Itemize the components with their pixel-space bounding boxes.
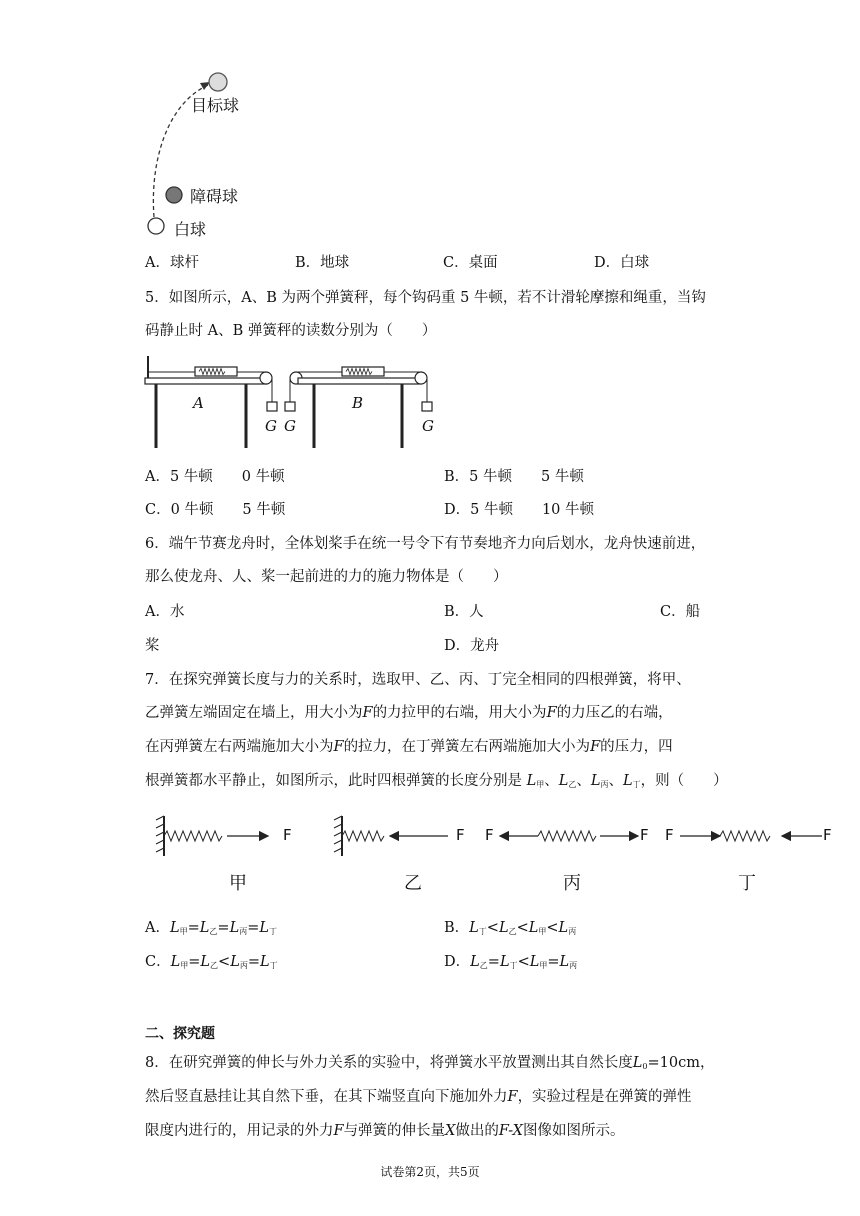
q5-option-d: D．5 牛顿 10 牛顿 xyxy=(444,502,595,518)
q7-stem-line2: 乙弹簧左端固定在墙上，用大小为F的力拉甲的右端，用大小为F的力压乙的右端， xyxy=(145,705,673,721)
q6-option-a: A．水 xyxy=(145,604,185,620)
fig-label-g1: G xyxy=(265,417,277,435)
q5-stem-line2: 码静止时 A、B 弹簧秤的读数分别为（ ） xyxy=(145,323,437,339)
q7-stem-line3: 在丙弹簧左右两端施加大小为F的拉力，在丁弹簧左右两端施加大小为F的压力，四 xyxy=(145,739,673,755)
spring-ding-force-right-label: F xyxy=(823,826,832,844)
spring-ding xyxy=(680,831,822,841)
spring-yi-force-label: F xyxy=(456,826,465,844)
white-ball-label: 白球 xyxy=(174,220,207,239)
spring-jia-label: 甲 xyxy=(229,873,247,894)
q4-option-c: C．桌面 xyxy=(443,255,498,271)
q8-stem-line1: 8．在研究弹簧的伸长与外力关系的实验中，将弹簧水平放置测出其自然长度$L_0=10cm$， xyxy=(145,1055,715,1071)
q8-stem-line2: 然后竖直悬挂让其自然下垂，在其下端竖直向下施加外力F，实验过程是在弹簧的弹性 xyxy=(145,1089,692,1105)
q7-option-a: A．$L_甲=L_乙=L_丙=L_丁$ xyxy=(145,920,278,936)
q7-option-c: C．$L_甲=L_乙<L_丙=L_丁$ xyxy=(145,954,278,970)
q4-option-d: D．白球 xyxy=(594,255,650,271)
q7-stem-line4: 根弹簧都水平静止，如图所示，此时四根弹簧的长度分别是 $L_甲$、$L_乙$、$L_丙$、$L_丁$，则（ ） xyxy=(145,773,728,789)
q4-option-b: B．地球 xyxy=(295,255,350,271)
spring-scale-figure xyxy=(140,352,450,452)
spring-jia xyxy=(156,816,268,856)
spring-yi-label: 乙 xyxy=(404,873,422,894)
spring-ding-force-left-label: F xyxy=(665,826,674,844)
spring-jia-force-label: F xyxy=(283,826,292,844)
page-footer: 试卷第2页，共5页 xyxy=(380,1165,480,1179)
q5-option-c: C．0 牛顿 5 牛顿 xyxy=(145,502,286,518)
obstacle-ball-label: 障碍球 xyxy=(190,187,239,206)
q6-option-d: D．龙舟 xyxy=(444,638,500,654)
q6-option-c-cont: 桨 xyxy=(145,638,160,654)
pulley-a xyxy=(260,372,272,384)
obstacle-ball xyxy=(166,187,182,203)
q6-stem-line1: 6．端午节赛龙舟时，全体划桨手在统一号令下有节奏地齐力向后划水，龙舟快速前进， xyxy=(145,536,706,552)
white-ball xyxy=(148,218,164,234)
weight-a xyxy=(267,402,277,411)
fig-label-a: A xyxy=(193,394,204,412)
four-springs-figure xyxy=(150,812,840,862)
fig-label-g3: G xyxy=(422,417,434,435)
target-ball-label: 目标球 xyxy=(191,96,240,115)
q4-option-a: A．球杆 xyxy=(145,255,199,271)
q5-option-b: B．5 牛顿 5 牛顿 xyxy=(444,469,584,485)
table-a xyxy=(145,356,277,448)
q6-stem-line2: 那么使龙舟、人、桨一起前进的力的施力物体是（ ） xyxy=(145,569,508,585)
q8-stem-line3: 限度内进行的，用记录的外力F与弹簧的伸长量X做出的F-X图像如图所示。 xyxy=(145,1123,625,1139)
fig-label-b: B xyxy=(352,394,364,412)
weight-b-left xyxy=(285,402,295,411)
fig-label-g2: G xyxy=(284,417,296,435)
section-title: 二、探究题 xyxy=(145,1026,215,1042)
spring-bing-label: 丙 xyxy=(563,873,581,894)
q5-option-a: A．5 牛顿 0 牛顿 xyxy=(145,469,285,485)
q6-option-b: B．人 xyxy=(444,604,484,620)
q7-option-b: B．$L_丁<L_乙<L_甲<L_丙$ xyxy=(444,920,577,936)
weight-b-right xyxy=(422,402,432,411)
q5-stem-line1: 5．如图所示，A、B 为两个弹簧秤，每个钩码重 5 牛顿，若不计滑轮摩擦和绳重，当钩 xyxy=(145,290,706,306)
target-ball xyxy=(209,73,227,91)
q7-stem-line1: 7．在探究弹簧长度与力的关系时，选取甲、乙、丙、丁完全相同的四根弹簧，将甲、 xyxy=(145,672,691,688)
spring-bing xyxy=(500,831,638,841)
q7-option-d: D．$L_乙=L_丁<L_甲=L_丙$ xyxy=(444,954,578,970)
q6-option-c: C．船 xyxy=(660,604,701,620)
spring-ding-label: 丁 xyxy=(738,873,756,894)
spring-bing-force-left-label: F xyxy=(485,826,494,844)
spring-yi xyxy=(334,816,448,856)
pulley-b-right xyxy=(415,372,427,384)
spring-bing-force-right-label: F xyxy=(640,826,649,844)
